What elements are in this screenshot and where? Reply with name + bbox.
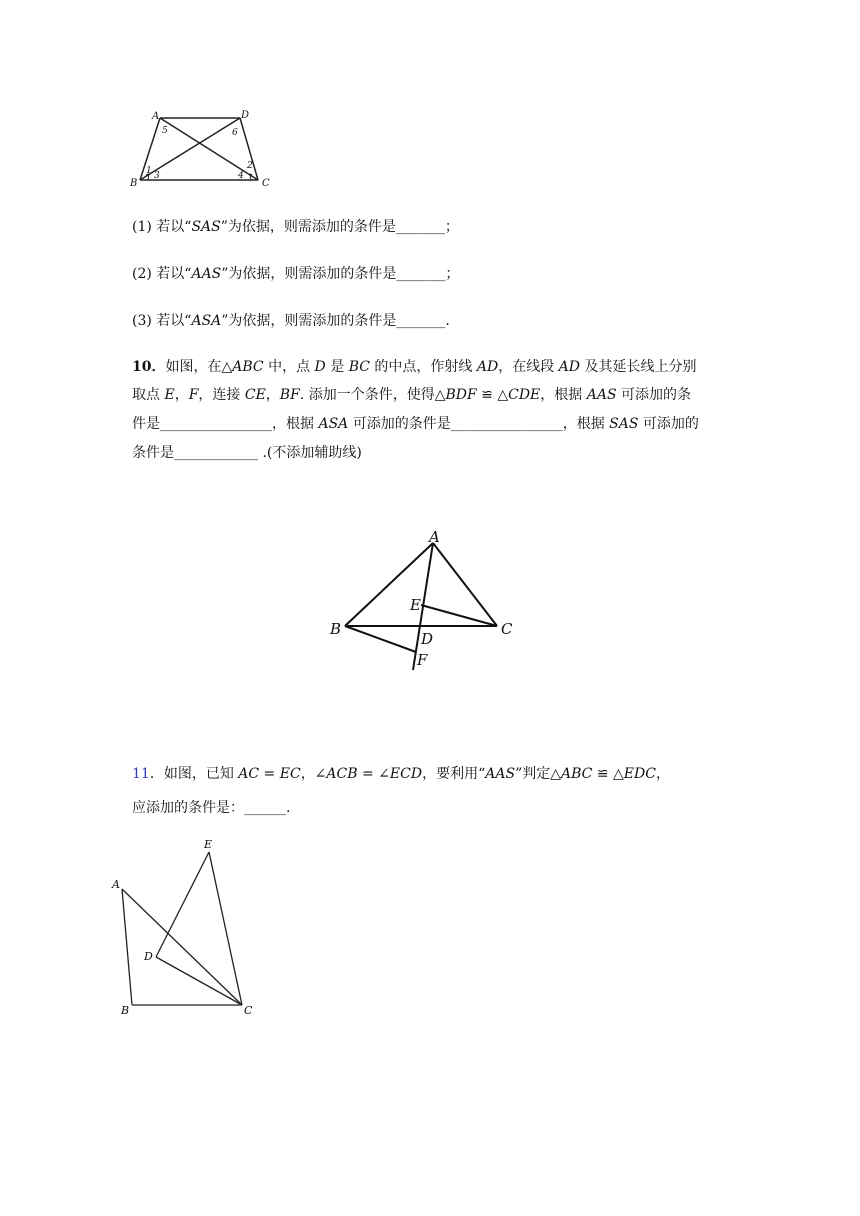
q9-p3-suffix: ”为依据，则需添加的条件是_______. — [221, 313, 450, 329]
label-C: C — [244, 1004, 253, 1017]
text: D — [314, 359, 326, 375]
angle-4: 4 — [238, 171, 244, 181]
text: F — [188, 387, 199, 403]
angle-3: 3 — [154, 171, 160, 181]
text: SAS — [609, 416, 639, 432]
text: ABC — [561, 766, 593, 782]
triangles-ace-lines — [122, 852, 242, 1005]
text: ACB — [326, 766, 358, 782]
text: ，∠ — [300, 766, 327, 782]
text: AD — [558, 359, 580, 375]
text: ， — [265, 387, 280, 403]
text: 件是________________，根据 — [132, 416, 319, 432]
label-A: A — [152, 111, 160, 122]
text: BDF — [445, 387, 477, 403]
text: ≌ △ — [476, 387, 509, 403]
angle-1: 1 — [146, 166, 152, 176]
label-F: F — [417, 651, 428, 669]
q9-p3-prefix: (3) 若以“ — [132, 313, 192, 329]
q9-p2-suffix: ”为依据，则需添加的条件是_______； — [221, 266, 460, 282]
text: ECD — [389, 766, 423, 782]
label-C: C — [501, 620, 513, 638]
label-C: C — [262, 178, 270, 189]
q9-p1-basis: SAS — [191, 219, 221, 235]
text: = ∠ — [357, 766, 390, 782]
text: ，根据 — [540, 387, 587, 403]
q9-p3-basis: ASA — [191, 313, 222, 329]
text: ， — [174, 387, 189, 403]
q9-p1-suffix: ”为依据，则需添加的条件是_______； — [220, 219, 459, 235]
label-D: D — [421, 630, 434, 648]
label-D: D — [241, 110, 250, 121]
text: 及其延长线上分别 — [580, 359, 697, 375]
angle-5: 5 — [162, 126, 168, 136]
text: . 添加一个条件，使得△ — [299, 387, 446, 403]
text: EDC — [623, 766, 656, 782]
text: ”判定△ — [515, 766, 561, 782]
text: ．如图，已知 — [149, 766, 239, 782]
text: AAS — [586, 387, 617, 403]
q11-number: 11 — [132, 766, 150, 782]
text: BF — [279, 387, 300, 403]
text: E — [164, 387, 175, 403]
text: = — [259, 766, 280, 782]
text: ABC — [232, 359, 264, 375]
text: 的中点，作射线 — [369, 359, 477, 375]
label-B: B — [121, 1004, 130, 1017]
text: AC — [238, 766, 260, 782]
label-D: D — [144, 950, 153, 963]
q9-p2-basis: AAS — [191, 266, 222, 282]
text: BC — [348, 359, 370, 375]
text: 中，点 — [263, 359, 315, 375]
text: ，在线段 — [498, 359, 559, 375]
text: ASA — [318, 416, 349, 432]
text: 如图，在△ — [165, 359, 233, 375]
text: 应添加的条件是：______. — [132, 800, 291, 816]
text: 取点 — [132, 387, 165, 403]
q9-p2-prefix: (2) 若以“ — [132, 266, 192, 282]
label-E: E — [204, 838, 213, 851]
label-A: A — [429, 528, 440, 546]
text: ，连接 — [198, 387, 245, 403]
q9-p1-prefix: (1) 若以“ — [132, 219, 192, 235]
text: ，要利用“ — [422, 766, 486, 782]
text: EC — [279, 766, 301, 782]
text: 是 — [325, 359, 349, 375]
text: 可添加的条 — [616, 387, 691, 403]
text: AAS — [485, 766, 516, 782]
text: CDE — [508, 387, 541, 403]
text: AD — [476, 359, 499, 375]
text: CE — [244, 387, 266, 403]
label-A: A — [112, 878, 120, 891]
text: ≌ △ — [592, 766, 624, 782]
text: 可添加的条件是________________，根据 — [348, 416, 610, 432]
label-B: B — [130, 178, 138, 189]
text: ， — [655, 766, 670, 782]
q10-number: 10． — [132, 359, 166, 375]
label-E: E — [410, 596, 421, 614]
angle-6: 6 — [232, 128, 238, 138]
label-B: B — [330, 620, 342, 638]
text: 条件是____________ .(不添加辅助线) — [132, 445, 362, 461]
text: 可添加的 — [638, 416, 699, 432]
angle-2: 2 — [247, 161, 253, 171]
